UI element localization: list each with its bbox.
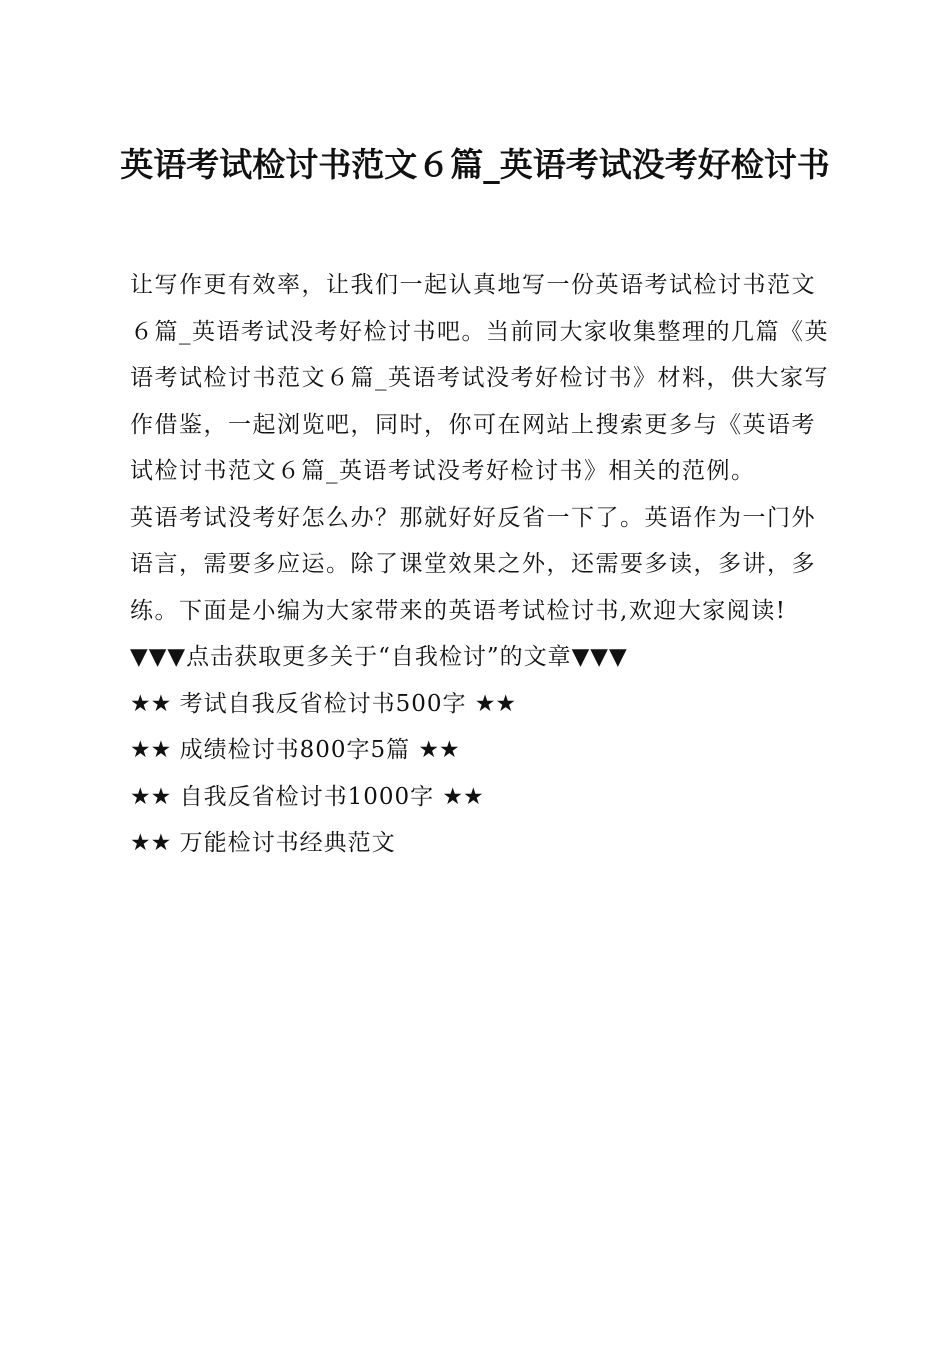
intro-paragraph: 让写作更有效率，让我们一起认真地写一份英语考试检讨书范文６篇_英语考试没考好检讨书吧。当前同大家收集整理的几篇《英语考试检讨书范文６篇_英语考试没考好检讨书》材料，供大家写作借鉴，一起浏览吧，同时，你可在网站上搜索更多与《英语考试检讨书范文６篇_英语考试没考好检讨书》相关的范例。 — [130, 272, 829, 484]
star-icon: ★★ — [130, 737, 172, 763]
more-articles-link[interactable]: ▼▼▼点击获取更多关于“自我检讨”的文章▼▼▼ — [130, 644, 628, 670]
document-body — [130, 262, 835, 867]
second-paragraph: 英语考试没考好怎么办？那就好好反省一下了。英语作为一门外语言，需要多应运。除了课堂效果之外，还需要多读，多讲，多练。下面是小编为大家带来的英语考试检讨书,欢迎大家阅读! — [130, 504, 816, 624]
star-icon: ★★ — [442, 783, 484, 810]
star-icon: ★★ — [130, 830, 172, 856]
related-link-text[interactable]: 万能检讨书经典范文 — [179, 830, 396, 856]
star-icon: ★★ — [130, 783, 172, 810]
related-link-text[interactable]: 考试自我反省检讨书500字 — [179, 690, 467, 717]
star-icon: ★★ — [474, 690, 517, 717]
related-link-4[interactable] — [130, 820, 835, 867]
star-icon: ★★ — [418, 737, 460, 763]
document-title: 英语考试检讨书范文６篇_英语考试没考好检讨书 — [120, 145, 830, 184]
related-link-3[interactable] — [130, 774, 835, 821]
related-link-1[interactable] — [130, 681, 835, 728]
related-link-text[interactable]: 自我反省检讨书1000字 — [179, 783, 435, 810]
related-link-text[interactable]: 成绩检讨书800字5篇 — [179, 737, 411, 763]
related-link-2[interactable] — [130, 727, 835, 774]
star-icon: ★★ — [130, 690, 172, 717]
